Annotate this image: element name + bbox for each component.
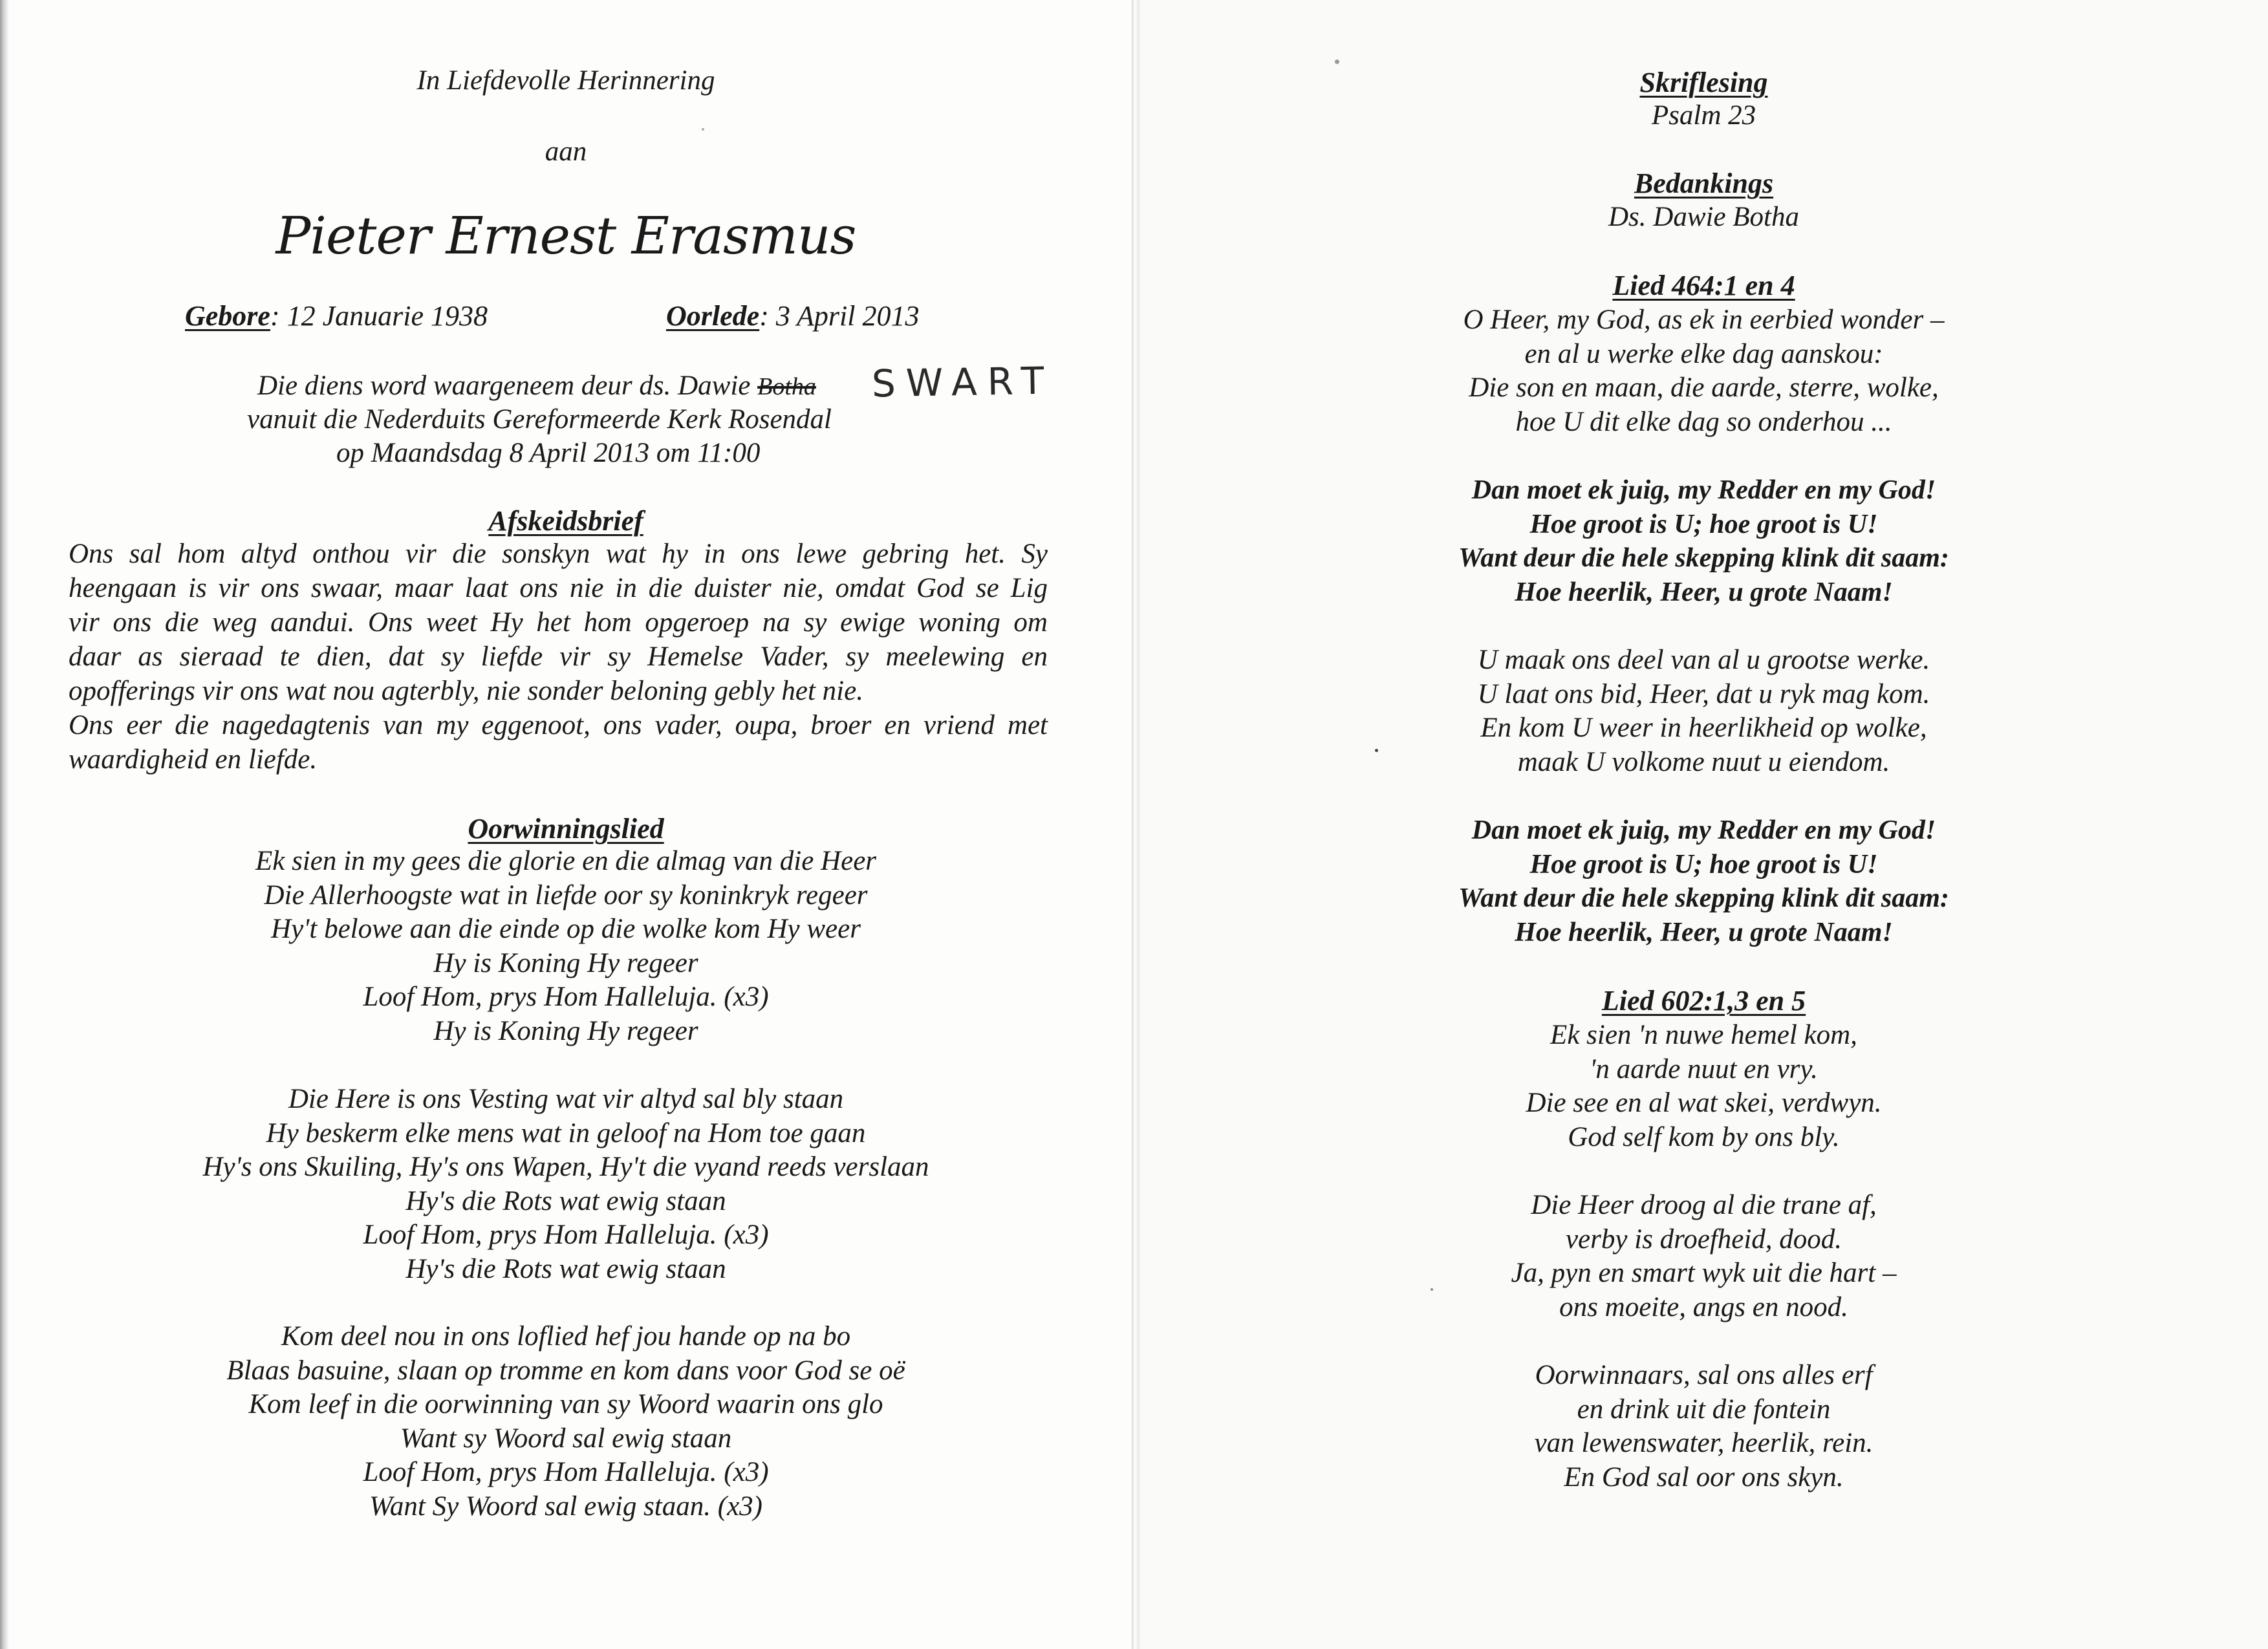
hymn-464-verse-1 bbox=[1139, 303, 2268, 439]
victory-verse-1 bbox=[0, 845, 1132, 1048]
verse-line: Die Here is ons Vesting wat vir altyd sal bly staan bbox=[288, 1084, 844, 1114]
verse-line: maak U volkome nuut u eiendom. bbox=[1517, 746, 1890, 777]
right-page bbox=[1139, 0, 2268, 1649]
farewell-letter bbox=[69, 537, 1048, 777]
farewell-paragraph-2 bbox=[69, 708, 1048, 777]
scripture-reading-heading: Skriflesing bbox=[1639, 67, 1768, 98]
chorus-line: Want deur die hele skepping klink dit saam: bbox=[1458, 883, 1949, 913]
verse-line: Die Heer droog al die trane af, bbox=[1531, 1190, 1877, 1220]
hymn-464-verse-4 bbox=[1139, 643, 2268, 779]
victory-verse-3 bbox=[0, 1320, 1132, 1524]
verse-line: Hy's ons Skuiling, Hy's ons Wapen, Hy't die vyand reeds verslaan bbox=[202, 1152, 929, 1182]
verse-line: Hy is Koning Hy regeer bbox=[433, 1015, 698, 1046]
verse-line: van lewenswater, heerlik, rein. bbox=[1534, 1428, 1874, 1458]
scan-speck bbox=[1431, 1288, 1433, 1291]
verse-line: Want Sy Woord sal ewig staan. (x3) bbox=[369, 1491, 762, 1522]
verse-line: Kom deel nou in ons loflied hef jou hande op na bo bbox=[281, 1321, 851, 1352]
verse-line: Ek sien 'n nuwe hemel kom, bbox=[1550, 1020, 1857, 1050]
service-line-2: vanuit die Nederduits Gereformeerde Kerk Rosendal bbox=[247, 404, 832, 435]
death-value: : 3 April 2013 bbox=[759, 300, 920, 332]
hymn-464-chorus-2 bbox=[1139, 814, 2268, 949]
verse-line: Hy is Koning Hy regeer bbox=[433, 947, 698, 978]
farewell-line: Ons eer die nagedagtenis van my eggenoot, ons vader, oupa, broer en vriend met bbox=[69, 710, 1048, 740]
verse-line: hoe U dit elke dag so onderhou ... bbox=[1515, 406, 1892, 437]
thanks-name: Ds. Dawie Botha bbox=[1608, 202, 1800, 232]
farewell-line: Ons sal hom altyd onthou vir die sonskyn wat hy in ons lewe gebring het. Sy bbox=[69, 539, 1048, 569]
verse-line: Blaas basuine, slaan op tromme en kom dans voor God se oë bbox=[226, 1355, 905, 1386]
verse-line: Hy beskerm elke mens wat in geloof na Hom toe gaan bbox=[266, 1117, 866, 1148]
hymn-464-heading: Lied 464:1 en 4 bbox=[1612, 270, 1795, 301]
farewell-heading: Afskeidsbrief bbox=[488, 505, 643, 537]
scan-speck bbox=[1375, 749, 1378, 752]
verse-line: Oorwinnaars, sal ons alles erf bbox=[1535, 1360, 1873, 1390]
intro-line-aan: aan bbox=[545, 136, 587, 167]
birth-date bbox=[185, 299, 488, 332]
verse-line: Kom leef in die oorwinning van sy Woord waarin ons glo bbox=[248, 1389, 883, 1419]
hymn-602-verse-3 bbox=[1139, 1189, 2268, 1324]
verse-line: Die see en al wat skei, verdwyn. bbox=[1526, 1088, 1882, 1118]
verse-line: en drink uit die fontein bbox=[1577, 1394, 1831, 1425]
verse-line: verby is droefheid, dood. bbox=[1565, 1223, 1842, 1255]
verse-line: 'n aarde nuut en vry. bbox=[1590, 1053, 1818, 1084]
thanks-heading: Bedankings bbox=[1634, 167, 1774, 199]
verse-line: Loof Hom, prys Hom Halleluja. (x3) bbox=[363, 1457, 769, 1487]
victory-verse-2 bbox=[0, 1083, 1132, 1286]
scan-speck bbox=[702, 128, 704, 131]
farewell-line: opofferings vir ons wat nou agterbly, nie sonder beloning gebly het nie. bbox=[69, 676, 863, 706]
verse-line: Hy't belowe aan die einde op die wolke kom Hy weer bbox=[271, 914, 861, 944]
verse-line: Loof Hom, prys Hom Halleluja. (x3) bbox=[363, 982, 769, 1012]
chorus-line: Hoe heerlik, Heer, u grote Naam! bbox=[1515, 917, 1893, 947]
chorus-line: Want deur die hele skepping klink dit saam: bbox=[1458, 543, 1949, 573]
verse-line: U laat ons bid, Heer, dat u ryk mag kom. bbox=[1477, 678, 1930, 709]
deceased-name: Pieter Ernest Erasmus bbox=[275, 206, 856, 266]
verse-line: Loof Hom, prys Hom Halleluja. (x3) bbox=[363, 1220, 769, 1250]
verse-line: Want sy Woord sal ewig staan bbox=[400, 1423, 732, 1454]
hymn-464-chorus-1 bbox=[1139, 473, 2268, 609]
service-line-1 bbox=[257, 370, 816, 402]
verse-line: En kom U weer in heerlikheid op wolke, bbox=[1480, 713, 1927, 743]
left-page bbox=[0, 0, 1132, 1649]
handwritten-correction: SWART bbox=[871, 358, 1055, 406]
intro-line: In Liefdevolle Herinnering bbox=[416, 65, 715, 96]
verse-line: Hy's die Rots wat ewig staan bbox=[405, 1253, 726, 1284]
verse-line: Ja, pyn en smart wyk uit die hart – bbox=[1511, 1258, 1897, 1288]
chorus-line: Hoe heerlik, Heer, u grote Naam! bbox=[1515, 577, 1893, 607]
verse-line: Ek sien in my gees die glorie en die almag van die Heer bbox=[255, 846, 877, 876]
struck-out-name: Botha bbox=[757, 373, 816, 400]
verse-line: O Heer, my God, as ek in eerbied wonder – bbox=[1463, 305, 1945, 335]
farewell-line: heengaan is vir ons swaar, maar laat ons nie in die duister nie, omdat God se Lig bbox=[69, 573, 1048, 603]
birth-value: : 12 Januarie 1938 bbox=[270, 300, 488, 332]
verse-line: U maak ons deel van al u grootse werke. bbox=[1477, 645, 1930, 675]
farewell-line: vir ons die weg aandui. Ons weet Hy het hom opgeroep na sy ewige woning om bbox=[69, 607, 1048, 638]
farewell-line: waardigheid en liefde. bbox=[69, 744, 318, 775]
verse-line: En God sal oor ons skyn. bbox=[1564, 1461, 1844, 1493]
farewell-paragraph-1 bbox=[69, 537, 1048, 708]
victory-song-heading: Oorwinningslied bbox=[468, 813, 664, 845]
chorus-line: Dan moet ek juig, my Redder en my God! bbox=[1471, 815, 1936, 845]
farewell-line: daar as sieraad te dien, dat sy liefde vir sy Hemelse Vader, sy meelewing en bbox=[69, 641, 1048, 672]
death-label: Oorlede bbox=[666, 300, 760, 332]
death-date bbox=[666, 299, 920, 332]
scan-speck bbox=[1335, 59, 1339, 64]
hymn-602-heading: Lied 602:1,3 en 5 bbox=[1601, 985, 1806, 1017]
verse-line: en al u werke elke dag aanskou: bbox=[1524, 338, 1883, 369]
chorus-line: Hoe groot is U; hoe groot is U! bbox=[1529, 849, 1878, 879]
page-fold bbox=[1132, 0, 1139, 1649]
verse-line: ons moeite, angs en nood. bbox=[1559, 1291, 1848, 1322]
verse-line: Die son en maan, die aarde, sterre, wolke, bbox=[1469, 372, 1939, 403]
verse-line: Die Allerhoogste wat in liefde oor sy koninkryk regeer bbox=[264, 879, 868, 911]
scripture-reference: Psalm 23 bbox=[1651, 100, 1756, 131]
service-line-3: op Maandsdag 8 April 2013 om 11:00 bbox=[336, 438, 761, 468]
chorus-line: Dan moet ek juig, my Redder en my God! bbox=[1471, 475, 1936, 505]
service-prefix: Die diens word waargeneem deur ds. Dawie bbox=[257, 371, 758, 401]
hymn-602-verse-5 bbox=[1139, 1359, 2268, 1494]
hymn-602-verse-1 bbox=[1139, 1018, 2268, 1154]
verse-line: Hy's die Rots wat ewig staan bbox=[405, 1185, 726, 1216]
verse-line: God self kom by ons bly. bbox=[1568, 1121, 1840, 1152]
chorus-line: Hoe groot is U; hoe groot is U! bbox=[1529, 509, 1878, 539]
birth-label: Gebore bbox=[185, 300, 270, 332]
